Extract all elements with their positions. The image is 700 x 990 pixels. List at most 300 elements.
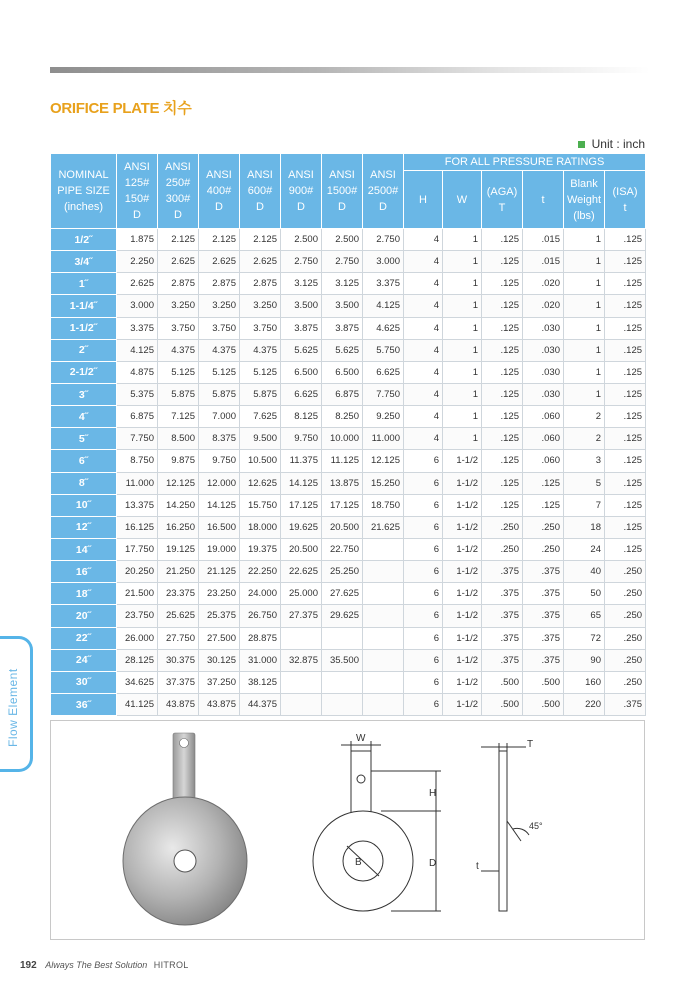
table-cell: 1-1/2 [443,450,482,472]
table-cell: .250 [605,583,646,605]
orifice-plate-illustration [51,721,646,941]
table-cell: 1-1/2 [443,627,482,649]
orifice-plate-dimension-table [50,153,646,716]
table-cell: .500 [523,693,564,715]
page-title: ORIFICE PLATE 치수 [50,100,192,117]
unit-label [578,137,645,151]
header-line: D [297,201,305,213]
table-cell: .375 [482,627,523,649]
table-cell: .020 [523,295,564,317]
table-cell: 5 [564,472,605,494]
table-cell: .250 [482,516,523,538]
table-cell: .375 [523,583,564,605]
table-row [51,538,646,560]
table-cell: 65 [564,605,605,627]
table-cell: .125 [482,273,523,295]
table-cell: .015 [523,251,564,273]
table-cell: .250 [605,627,646,649]
header-nominal-line: NOMINAL [58,169,109,181]
table-row [51,494,646,516]
table-cell: .250 [605,649,646,671]
table-cell: 14.125 [281,472,322,494]
sidebar-label: Flow Element [6,668,20,747]
table-cell: 11.375 [281,450,322,472]
table-cell: .125 [482,406,523,428]
table-cell: 5.625 [281,339,322,361]
table-cell: 41.125 [117,693,158,715]
table-cell: .125 [482,295,523,317]
table-cell: .250 [605,671,646,693]
table-cell: 19.000 [199,538,240,560]
table-cell: 1 [443,317,482,339]
table-cell: 2 [564,406,605,428]
table-row [51,627,646,649]
table-cell: 1 [443,251,482,273]
table-cell: 1-1/2 [443,472,482,494]
table-cell: 4.375 [199,339,240,361]
footer-brand: HITROL [153,960,189,970]
table-cell: .030 [523,383,564,405]
table-cell: .125 [482,251,523,273]
table-cell: .125 [605,538,646,560]
header-ansi-125-150 [117,154,158,229]
table-cell: .125 [482,428,523,450]
pipe-size-cell: 12˝ [51,516,117,538]
table-cell [322,627,363,649]
table-cell: 5.875 [158,383,199,405]
table-row [51,450,646,472]
header-blank-weight [564,171,605,229]
header-line: 1500# [326,185,358,197]
table-cell: .125 [605,229,646,251]
table-cell: 1 [443,383,482,405]
header-ansi-1500 [322,154,363,229]
table-cell: 13.875 [322,472,363,494]
table-cell: .125 [482,494,523,516]
table-cell: 6 [404,494,443,516]
table-cell: 72 [564,627,605,649]
table-cell: .030 [523,361,564,383]
table-cell: 20.250 [117,561,158,583]
table-cell: 23.750 [117,605,158,627]
table-cell: .125 [482,361,523,383]
table-cell: 6.875 [117,406,158,428]
pipe-size-cell: 22˝ [51,627,117,649]
table-cell: 1-1/2 [443,538,482,560]
pipe-size-cell: 8˝ [51,472,117,494]
header-ansi-2500 [363,154,404,229]
table-cell: .375 [482,561,523,583]
table-cell: .375 [523,627,564,649]
table-cell: .500 [523,671,564,693]
table-cell: 28.875 [240,627,281,649]
table-cell: .125 [605,339,646,361]
top-divider-bar [50,67,650,73]
table-cell: 1-1/2 [443,516,482,538]
table-cell: 19.125 [158,538,199,560]
dimension-label-d: D [429,858,437,869]
table-cell: 2.125 [158,229,199,251]
table-cell: .250 [482,538,523,560]
table-cell: 4 [404,339,443,361]
table-cell: 27.375 [281,605,322,627]
table-cell: 11.000 [363,428,404,450]
dimension-label-T: T [527,739,534,750]
table-cell [281,627,322,649]
table-cell: 3.375 [363,273,404,295]
pipe-size-cell: 5˝ [51,428,117,450]
table-cell: 7 [564,494,605,516]
table-cell: .500 [482,693,523,715]
table-cell: .125 [605,361,646,383]
table-cell: .250 [523,538,564,560]
table-cell: 3.000 [363,251,404,273]
table-row [51,516,646,538]
header-h: H [404,171,443,229]
table-row [51,472,646,494]
table-cell: 31.000 [240,649,281,671]
table-cell: .125 [482,317,523,339]
header-line: ANSI [288,169,314,181]
table-cell: 5.375 [117,383,158,405]
table-cell: .015 [523,229,564,251]
table-cell: 19.375 [240,538,281,560]
table-cell: 22.750 [322,538,363,560]
table-cell: 16.500 [199,516,240,538]
header-ansi-400 [199,154,240,229]
table-cell: .125 [605,450,646,472]
table-cell: .375 [482,649,523,671]
table-cell: 1-1/2 [443,561,482,583]
pipe-size-cell: 20˝ [51,605,117,627]
pipe-size-cell: 1/2˝ [51,229,117,251]
header-nominal-line: (inches) [63,201,104,213]
table-cell: 1-1/2 [443,583,482,605]
dimension-label-b: B [355,857,362,868]
table-cell: 27.625 [322,583,363,605]
table-cell: 22.250 [240,561,281,583]
table-cell: 12.125 [158,472,199,494]
dimension-label-h: H [429,788,437,799]
side-view-drawing [481,743,529,911]
header-line: 250# [165,177,191,189]
header-line: D [133,209,141,221]
table-cell: 8.250 [322,406,363,428]
table-cell: 3.750 [199,317,240,339]
header-line: (lbs) [573,209,595,222]
table-cell: 30.375 [158,649,199,671]
table-row [51,428,646,450]
table-cell [281,693,322,715]
table-cell: 4 [404,317,443,339]
table-cell: .125 [605,428,646,450]
figure-panel [50,720,645,940]
table-cell [363,671,404,693]
table-cell: 17.750 [117,538,158,560]
table-cell: .375 [523,649,564,671]
table-cell: 6.625 [363,361,404,383]
dimension-label-t: t [476,861,479,872]
table-cell: 37.375 [158,671,199,693]
table-cell: 2.750 [363,229,404,251]
table-cell: 27.750 [158,627,199,649]
table-cell: 1 [564,295,605,317]
table-cell: 4 [404,229,443,251]
pipe-size-cell: 14˝ [51,538,117,560]
page-footer [20,960,189,971]
table-cell: 6 [404,472,443,494]
table-cell: 1 [443,339,482,361]
table-cell: 20.500 [281,538,322,560]
table-cell: 7.125 [158,406,199,428]
pipe-size-cell: 10˝ [51,494,117,516]
table-cell: 3.250 [199,295,240,317]
table-cell: 2 [564,428,605,450]
table-cell: 29.625 [322,605,363,627]
table-cell: .125 [605,472,646,494]
table-cell: .125 [482,229,523,251]
header-line: Weight [566,193,602,206]
table-cell: .060 [523,450,564,472]
header-t: t [523,171,564,229]
table-cell: 4.375 [240,339,281,361]
header-group-all-pressure-ratings: FOR ALL PRESSURE RATINGS [404,154,646,171]
table-cell: 4.875 [117,361,158,383]
header-line: T [498,201,506,214]
table-cell: 9.750 [199,450,240,472]
table-cell: 90 [564,649,605,671]
table-cell: .060 [523,428,564,450]
header-ansi-250-300 [158,154,199,229]
table-cell: 30.125 [199,649,240,671]
table-cell: 6 [404,605,443,627]
table-cell: 3.250 [240,295,281,317]
table-cell: 23.250 [199,583,240,605]
table-cell: 9.875 [158,450,199,472]
table-cell: 6 [404,450,443,472]
table-cell: 21.625 [363,516,404,538]
table-cell: 9.250 [363,406,404,428]
header-ansi-600 [240,154,281,229]
table-row [51,693,646,715]
table-row [51,317,646,339]
table-row [51,273,646,295]
table-cell: 38.125 [240,671,281,693]
table-cell: 1-1/2 [443,605,482,627]
header-line: (ISA) [612,185,638,198]
table-cell: .125 [523,472,564,494]
footer-slogan: Always The Best Solution [45,960,148,970]
table-cell: .125 [605,516,646,538]
table-cell: 2.625 [158,251,199,273]
table-cell: .375 [482,583,523,605]
table-cell: 4 [404,361,443,383]
table-row [51,229,646,251]
pipe-size-cell: 24˝ [51,649,117,671]
table-cell [363,583,404,605]
table-cell: 13.375 [117,494,158,516]
pipe-size-cell: 1˝ [51,273,117,295]
table-cell: 4.625 [363,317,404,339]
table-cell: 3.125 [322,273,363,295]
table-cell: .125 [523,494,564,516]
table-cell: 44.375 [240,693,281,715]
table-cell: 14.250 [158,494,199,516]
table-cell: 15.750 [240,494,281,516]
header-line: D [256,201,264,213]
table-cell: 40 [564,561,605,583]
table-cell: 1 [443,428,482,450]
table-cell: 6 [404,693,443,715]
table-cell: 2.500 [322,229,363,251]
header-line: 125# [124,177,150,189]
header-line: 900# [288,185,314,197]
table-row [51,671,646,693]
table-cell: 24.000 [240,583,281,605]
header-nominal-line: PIPE SIZE [57,185,110,197]
table-row [51,295,646,317]
header-line: ANSI [165,161,191,173]
table-cell: .375 [605,693,646,715]
table-cell: 1 [564,317,605,339]
table-cell: 6 [404,671,443,693]
pipe-size-cell: 1-1/4˝ [51,295,117,317]
header-line: D [379,201,387,213]
header-line: 150# [124,193,150,205]
table-cell: .375 [482,605,523,627]
table-cell [281,671,322,693]
table-cell: 2.750 [322,251,363,273]
table-cell: 34.625 [117,671,158,693]
table-cell: 8.750 [117,450,158,472]
table-cell: 26.000 [117,627,158,649]
table-cell: 1 [443,361,482,383]
header-line: D [338,201,346,213]
table-cell: 4 [404,251,443,273]
pipe-size-cell: 2˝ [51,339,117,361]
table-cell: .125 [605,406,646,428]
header-isa-t [605,171,646,229]
table-cell: 4 [404,383,443,405]
table-cell: 6.500 [281,361,322,383]
table-row [51,251,646,273]
header-line: ANSI [370,169,396,181]
table-row [51,583,646,605]
table-cell: 25.250 [322,561,363,583]
table-cell: 1-1/2 [443,494,482,516]
table-cell: 2.125 [240,229,281,251]
table-cell: .125 [482,383,523,405]
table-cell: 7.625 [240,406,281,428]
table-cell: 3.500 [322,295,363,317]
table-cell: 35.500 [322,649,363,671]
table-cell: .030 [523,339,564,361]
header-w: W [443,171,482,229]
table-cell: 3.125 [281,273,322,295]
table-row [51,649,646,671]
table-cell: 27.500 [199,627,240,649]
table-cell: 25.625 [158,605,199,627]
dimension-label-w: W [356,733,366,744]
table-cell: 9.750 [281,428,322,450]
header-ansi-900 [281,154,322,229]
table-cell: 2.750 [281,251,322,273]
table-cell: 11.000 [117,472,158,494]
header-line: t [623,201,627,214]
table-cell: .250 [605,561,646,583]
table-cell: 22.625 [281,561,322,583]
table-cell: .125 [605,494,646,516]
table-cell: 18.750 [363,494,404,516]
table-cell: 11.125 [322,450,363,472]
table-cell: 2.625 [117,273,158,295]
table-cell: 1 [564,229,605,251]
table-cell: .020 [523,273,564,295]
table-cell: 14.125 [199,494,240,516]
pipe-size-cell: 36˝ [51,693,117,715]
table-cell [363,561,404,583]
table-cell: 25.375 [199,605,240,627]
table-cell: 4 [404,273,443,295]
table-cell: 4.125 [117,339,158,361]
table-row [51,383,646,405]
table-cell: 21.250 [158,561,199,583]
table-cell: 4.375 [158,339,199,361]
table-cell: 28.125 [117,649,158,671]
table-cell: 2.875 [199,273,240,295]
header-line: ANSI [124,161,150,173]
header-line: D [174,209,182,221]
page-number: 192 [20,960,37,971]
table-cell: 10.000 [322,428,363,450]
table-cell: 6 [404,649,443,671]
table-cell [363,693,404,715]
table-row [51,561,646,583]
table-cell: 1 [443,229,482,251]
table-cell: .125 [605,383,646,405]
table-cell: 43.875 [158,693,199,715]
header-line: D [215,201,223,213]
pipe-size-cell: 2-1/2˝ [51,361,117,383]
table-cell: 21.125 [199,561,240,583]
unit-text: Unit : inch [591,137,645,151]
pipe-size-cell: 30˝ [51,671,117,693]
table-cell: 24 [564,538,605,560]
pipe-size-cell: 6˝ [51,450,117,472]
table-cell: .125 [605,251,646,273]
table-cell: 5.125 [240,361,281,383]
table-cell: 15.250 [363,472,404,494]
table-cell: 5.625 [322,339,363,361]
table-cell: 160 [564,671,605,693]
table-cell: 6.500 [322,361,363,383]
table-cell: 1 [564,251,605,273]
pipe-size-cell: 1-1/2˝ [51,317,117,339]
table-cell: 5.125 [158,361,199,383]
header-line: ANSI [206,169,232,181]
table-cell: 4 [404,295,443,317]
table-cell: 16.125 [117,516,158,538]
table-cell: 8.125 [281,406,322,428]
table-cell: .125 [482,339,523,361]
table-cell: 3.875 [281,317,322,339]
header-line: 300# [165,193,191,205]
table-cell [322,671,363,693]
table-cell: 3.875 [322,317,363,339]
table-cell: .125 [605,317,646,339]
pipe-size-cell: 18˝ [51,583,117,605]
table-cell: 1 [443,273,482,295]
